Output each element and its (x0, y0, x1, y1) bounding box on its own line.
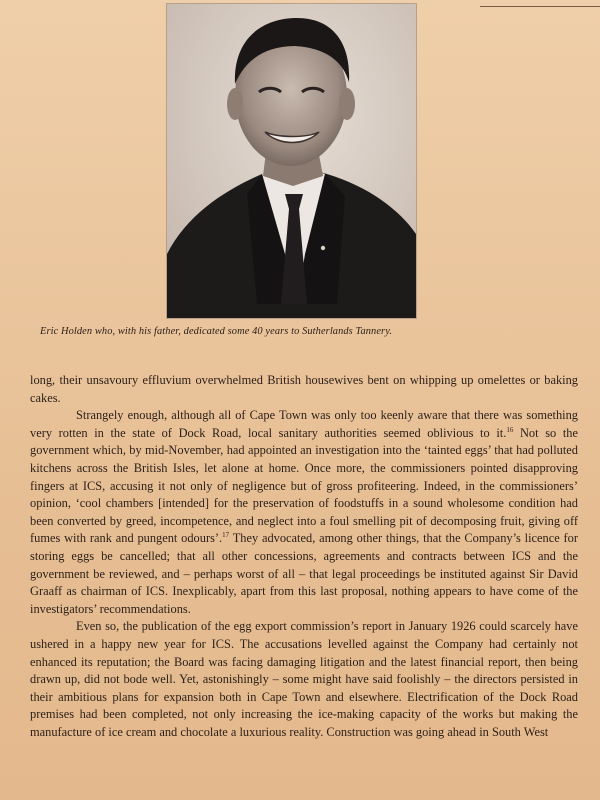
paragraph-2-text-a: Strangely enough, although all of Cape Town was only too keenly aware that there was something very rotten in the state of Dock Road, local sanitary authorities seemed oblivious to it. (30, 408, 578, 440)
paragraph-1-text: long, their unsavoury effluvium overwhelmed British housewives bent on whipping up omelettes or baking cakes. (30, 373, 578, 405)
paragraph-3-text: Even so, the publication of the egg export commission’s report in January 1926 could scarcely have ushered in a happy new year for ICS. The accusations levelled against the Company had certainly not enhanced its reputation; the Board was facing damaging litigation and the latest financial report, then being drawn up, did not bode well. Yet, astonishingly – some might have said foolishly – the directors persisted in their ambitious plans for expansion both in Cape Town and elsewhere. Electrification of the Dock Road premises had been completed, not only increasing the ice-making capacity of the works but making the manufacture of ice cream and chocolate a luxurious reality. Construction was going ahead in South West (30, 619, 578, 739)
photo-caption: Eric Holden who, with his father, dedicated some 40 years to Sutherlands Tannery. (40, 326, 393, 337)
paragraph-2-text-b: Not so the government which, by mid-November, had appointed an investigation into the ‘tainted eggs’ that had polluted kitchens across the British Isles, let alone at home. Once more, the commissioners pointed disapproving fingers at ICS, accusing it not only of negligence but of gross profiteering. Indeed, in the commissioners’ opinion, ‘cool chambers [intended] for the preservation of foodstuffs in a sound wholesome condition had been converted by greed, incompetence, and neglect into a foul smelling pit of decomposing fruit, giving off fumes with rank and pungent odours’. (30, 425, 578, 546)
paragraph-2 (30, 407, 578, 618)
page-top-rule (480, 0, 600, 7)
portrait-photo (167, 4, 416, 318)
footnote-ref-17: 17 (222, 531, 230, 540)
paragraph-2-text-c: They advocated, among other things, that the Company’s licence for storing eggs be cancelled; that all other concessions, agreements and contracts between ICS and the government be reviewed, and – perhaps worst of all – that legal proceedings be instituted against Sir David Graaff as chairman of ICS. Inexplicably, apart from this last proposal, nothing appears to have come of the investigators’ recommendations. (30, 531, 579, 616)
body-text (30, 372, 578, 741)
paragraph-3 (30, 618, 578, 741)
paragraph-1 (30, 372, 578, 407)
footnote-ref-16: 16 (506, 425, 514, 434)
portrait-illustration (167, 4, 416, 318)
